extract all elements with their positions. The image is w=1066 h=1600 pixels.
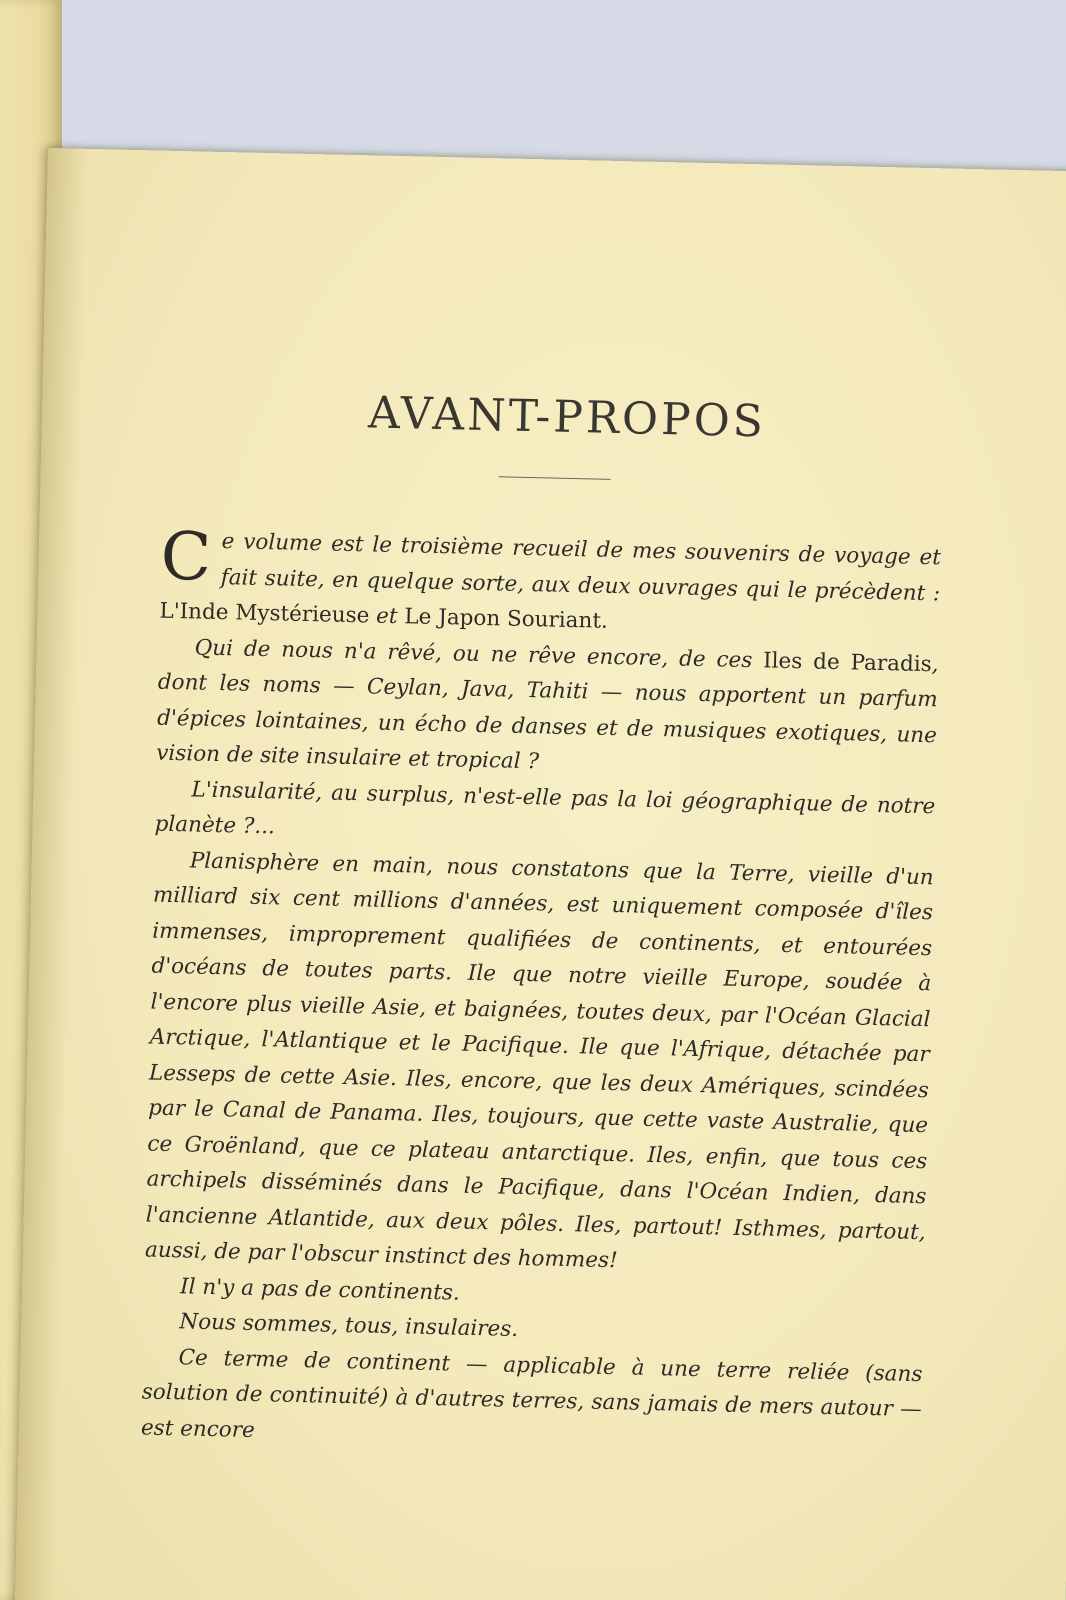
paragraph-2-roman: Iles de Paradis <box>762 647 932 677</box>
paragraph-1 <box>159 517 942 647</box>
paragraph-2-text-a: Qui de nous n'a rêvé, ou ne rêve encore, de ces <box>194 634 764 673</box>
page-title: AVANT-PROPOS <box>367 387 767 448</box>
title-rule <box>499 476 611 480</box>
paragraph-4: Planisphère en main, nous constatons que la Terre, vieille d'un milliard six cent millions d'années, est uniquement composée d'îles immenses, improprement qualifiées de continents, et entourées d'océans de toutes parts. Ile que notre vieille Europe, soudée à l'encore plus vieille Asie, et baignées, toutes deux, par l'Océan Glacial Arctique, l'Atlantique et le Pacifique. Ile que l'Afrique, détachée par Lesseps de cette Asie. Iles, encore, que les deux Amériques, scindées par le Canal de Panama. Iles, toujours, que cette vaste Australie, que ce Groënland, que ce plateau antarctique. Iles, enfin, que tous ces archipels disséminés dans le Pacifique, dans l'Océan Indien, dans l'ancienne Atlantide, aux deux pôles. Iles, partout! Isthmes, partout, aussi, de par l'obscur instinct des hommes! <box>144 847 934 1274</box>
paragraph-1-et: et <box>369 603 405 630</box>
paragraph-2 <box>156 629 939 789</box>
book-title-2: Le Japon Souriant. <box>404 604 609 634</box>
paragraph-2-text-b: , dont les noms — Ceylan, Java, Tahiti — nous apportent un parfum d'épices lointaines, un écho de danses et de musiques exotiques, une vision de site insulaire et tropical ? <box>156 651 939 775</box>
paragraph-1-text: e volume est le troisième recueil de mes souvenirs de voyage et fait suite, en quelque sorte, aux deux ouvrages qui le précèdent : <box>220 529 942 606</box>
body-text <box>140 517 942 1463</box>
book-title-1: L'Inde Mystérieuse <box>159 598 370 629</box>
paragraph-3: L'insularité, au surplus, n'est-elle pas la loi géographique de notre planète ?... <box>154 776 936 840</box>
paragraph-7: Ce terme de continent — applicable à une terre reliée (sans solution de continuité) à d'autres terres, sans jamais de mers autour — est encore <box>140 1344 923 1443</box>
drop-cap: C <box>159 517 213 596</box>
book-page <box>14 148 1066 1600</box>
paragraph-5: Il n'y a pas de continents. <box>179 1273 461 1306</box>
paragraph-6: Nous sommes, tous, insulaires. <box>179 1309 519 1342</box>
